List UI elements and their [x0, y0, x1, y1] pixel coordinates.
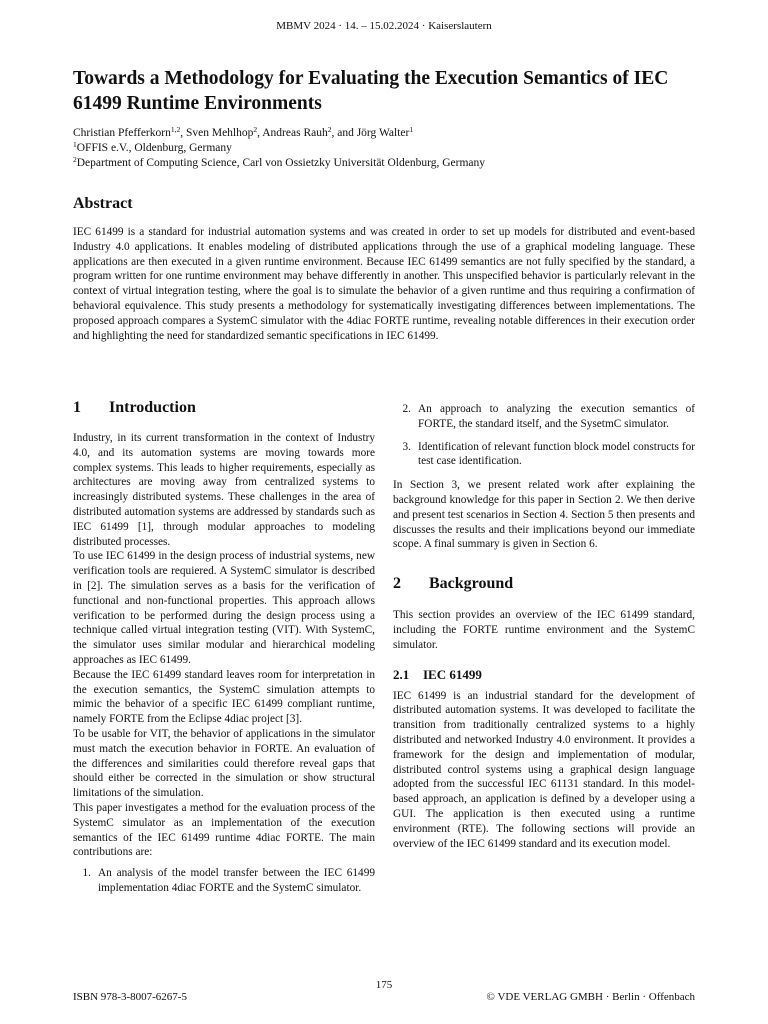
author-list: Christian Pfefferkorn$^{1,2}$, Sven Mehlhop$^2$, Andreas Rauh$^2$, and Jörg Walter$^1$: [73, 125, 414, 139]
list-marker: 2.: [402, 403, 411, 415]
list-item-text: An approach to analyzing the execution semantics of FORTE, the standard itself, and the SysetmC simulator.: [418, 403, 695, 430]
intro-paragraph-3: Because the IEC 61499 standard leaves room for interpretation in the execution semantics, the SystemC simulation attempts to mimic the behavior of a specific IEC 61499 compliant runtime, namely FORTE from the Eclipse 4diac project [3].: [73, 668, 375, 726]
authors-block: [73, 126, 703, 171]
section-heading-introduction: [73, 398, 375, 418]
page-number: 175: [375, 979, 393, 991]
section-heading-background: [393, 574, 695, 594]
left-column: [73, 398, 375, 896]
contribution-list-continued: [393, 402, 695, 469]
author-name: Andreas Rauh: [262, 127, 328, 139]
affiliation-mark: 2: [73, 155, 77, 164]
abstract-text: IEC 61499 is a standard for industrial automation systems and was created in order to set up models for distributed and event-based Industry 4.0 applications. It enables modeling of distributed applications through the use of a graphical modeling language. These applications are then executed in a given runtime environment. Because IEC 61499 semantics are not fully specified by the standard, a program written for one runtime environment may behave differently in another. This unspecified behavior is particularly relevant in the context of virtual integration testing, where the goal is to simulate the behavior of a given runtime and thus requiring a confirmation of behavioral equivalence. This study presents a methodology for systematically investigating differences between implementations. The proposed approach compares a SystemC simulator with the 4diac FORTE runtime, revealing notable differences in their execution order and highlighting the need for standardized semantic specifications in IEC 61499.: [73, 226, 695, 342]
intro-paragraph-4: To be usable for VIT, the behavior of applications in the simulator must match the execution behavior in FORTE. An evaluation of the differences and similarities could therefore reveal gaps that should either be corrected in the simulation or show structural limitations of the simulation.: [73, 727, 375, 800]
intro-paragraph-6: In Section 3, we present related work after explaining the background knowledge for this paper in Section 2. We then derive and present test scenarios in Section 4. Section 5 then presents and discusses the results and their implications beyond our immediate scope. A final summary is given in Section 6.: [393, 479, 695, 551]
intro-paragraph-1: Industry, in its current transformation in the context of Industry 4.0, and its automation systems are moving towards more complex systems. This leads to higher requirements, especially as architectures are moving away from centralized systems to increasingly distributed systems. These challenges in the area of distributed automation systems are addressed by standards such as IEC 61499 [1], through modular approaches to modeling distributed processes.: [73, 432, 375, 548]
list-item: [73, 866, 375, 896]
list-marker: 1.: [82, 867, 91, 880]
section-number: 2: [393, 575, 401, 593]
list-item-text: Identification of relevant function block model constructs for test case identification.: [418, 440, 695, 468]
subsection-number: 2.1: [393, 666, 410, 682]
affiliation-text: OFFIS e.V., Oldenburg, Germany: [76, 142, 232, 154]
list-item-text: An analysis of the model transfer between the IEC 61499 implementation 4diac FORTE and the SystemC simulator.: [98, 867, 375, 894]
list-item: [393, 440, 695, 470]
author-affiliation-mark: 1,2: [170, 125, 181, 134]
paper-title: Towards a Methodology for Evaluating the Execution Semantics of IEC 61499 Runtime Environments: [73, 68, 669, 114]
subsection-title: IEC 61499: [423, 666, 482, 682]
right-column: [393, 402, 695, 851]
section-title: Background: [429, 575, 514, 593]
subsection-heading-iec61499: [393, 667, 695, 683]
affiliation-text: Department of Computing Science, Carl von Ossietzky Universität Oldenburg, Germany: [76, 157, 486, 169]
list-marker: 3.: [402, 440, 411, 453]
footer-isbn: ISBN 978-3-8007-6267-5: [73, 991, 187, 1003]
section-number: 1: [73, 399, 81, 416]
conference-header: MBMV 2024 · 14. – 15.02.2024 · Kaiserslautern: [276, 20, 492, 32]
affiliation-mark: 1: [73, 140, 77, 149]
author-affiliation-mark: 2: [327, 125, 332, 134]
iec61499-paragraph-1: IEC 61499 is an industrial standard for the development of distributed automation systems. It was developed to facilitate the transition from traditionally centralized systems to a highly distributed and networked Industry 4.0 environment. It provides a framework for the design and implementation of modular, distributed control systems using a graphical design language adopted from the successful IEC 61131 standard. In this model-based approach, an application is defined by a developer using a GUI. The application is then executed using a runtime environment (RTE). The following sections will provide an overview of the IEC 61499 standard and its execution model.: [393, 689, 695, 850]
intro-paragraph-2: To use IEC 61499 in the design process of industrial systems, new verification tools are requiered. A SystemC simulator is described in [2]. The simulation serves as a basis for the verification of functional and non-functional properties. This approach allows verification to be performed during the design process using a technique called virtual integration testing (VIT). With SystemC, the simulator uses similar modular and hierarchical modeling approaches as IEC 61499.: [73, 550, 375, 666]
section-title: Introduction: [109, 399, 196, 416]
footer-publisher: © VDE VERLAG GMBH · Berlin · Offenbach: [486, 991, 695, 1003]
affiliation-2: [73, 156, 703, 171]
background-paragraph-1: This section provides an overview of the IEC 61499 standard, including the FORTE runtime environment and the SystemC simulator.: [393, 609, 695, 651]
author-affiliation-mark: 1: [409, 125, 414, 134]
author-name: Jörg Walter: [356, 127, 410, 139]
author-conjunction: and: [337, 127, 354, 139]
author-name: Christian Pfefferkorn: [73, 127, 171, 139]
abstract-heading: Abstract: [73, 195, 133, 212]
contribution-list: [73, 866, 375, 896]
affiliation-1: [73, 141, 703, 156]
author-affiliation-mark: 2: [253, 125, 258, 134]
list-item: [393, 402, 695, 432]
author-name: Sven Mehlhop: [185, 127, 254, 139]
intro-paragraph-5: This paper investigates a method for the evaluation process of the SystemC simulator as an implementation of the execution semantics of the IEC 61499 runtime 4diac FORTE. The main contributions are:: [73, 801, 375, 859]
